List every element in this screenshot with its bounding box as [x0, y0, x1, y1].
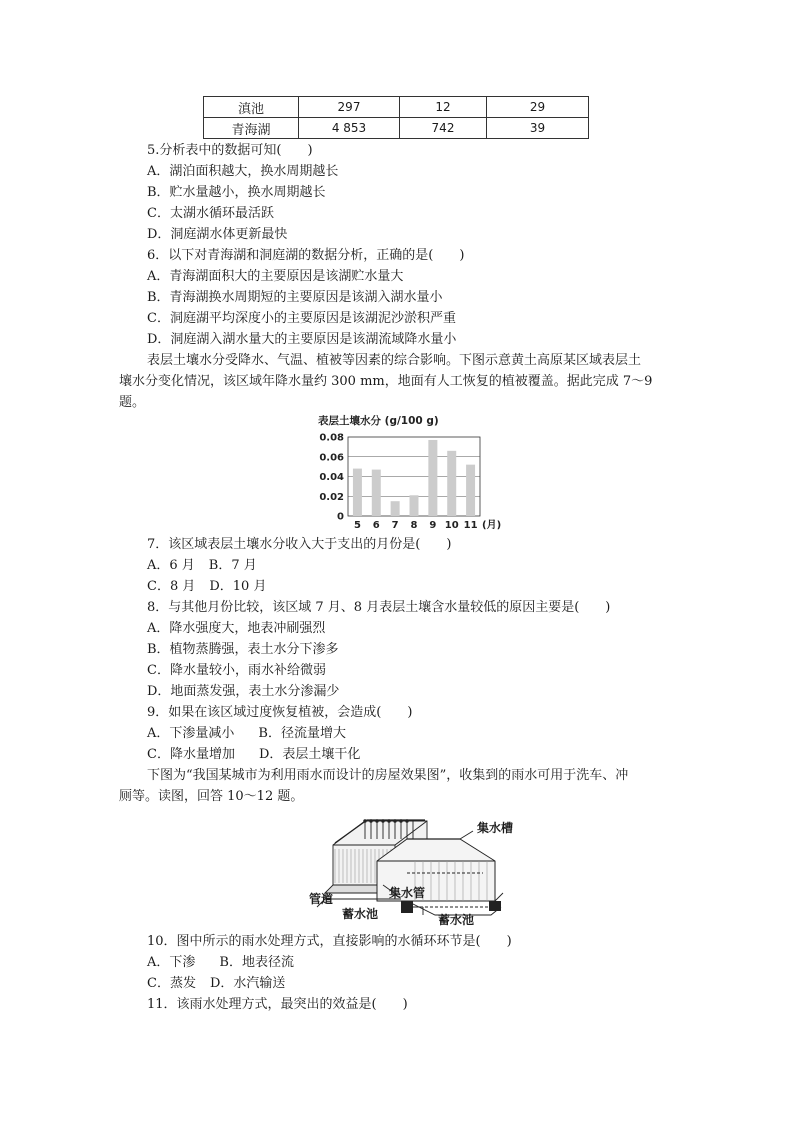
- question-7-option-c: C．8 月: [147, 579, 196, 594]
- table-row: [204, 97, 589, 118]
- question-8-option-a: A．降水强度大，地表冲刷强烈: [147, 621, 326, 636]
- question-5-option-c: C．太湖水循环最活跃: [147, 206, 274, 221]
- y-tick-label: 0.04: [319, 472, 344, 483]
- chart-bar-month-10: [447, 451, 456, 516]
- chart-title: 表层土壤水分 (g/100 g): [318, 415, 439, 427]
- question-10-option-a: A．下渗: [147, 955, 196, 970]
- label-pipe: 管道: [309, 892, 334, 906]
- question-9-options-row: [147, 724, 346, 744]
- chart-bar-month-6: [372, 470, 381, 516]
- chart-x-unit: (月): [482, 520, 502, 531]
- question-10-option-d: D．水汽输送: [209, 976, 286, 991]
- question-7-options-row: [147, 556, 257, 576]
- table-cell: 742: [400, 118, 487, 139]
- question-5-option-a: A．湖泊面积越大，换水周期越长: [147, 164, 339, 179]
- question-11-stem: 11．该雨水处理方式，最突出的效益是( ): [147, 997, 408, 1012]
- question-10-stem: 10．图中所示的雨水处理方式，直接影响的水循环环节是( ): [147, 934, 512, 949]
- soil-moisture-chart: [310, 410, 510, 532]
- x-tick-label: 6: [372, 520, 380, 531]
- question-5-option-b: B．贮水量越小，换水周期越长: [147, 185, 326, 200]
- x-tick-label: 7: [391, 520, 399, 531]
- chart-bars: [353, 440, 475, 516]
- question-9-option-a: A．下渗量减小: [147, 726, 235, 741]
- question-5-option-d: D．洞庭湖水体更新最快: [147, 227, 288, 242]
- right-house-drawing: [377, 839, 503, 915]
- y-tick-label: 0.02: [319, 491, 344, 503]
- lake-data-table: [203, 96, 589, 139]
- intro-paragraph-line: 下图为“我国某城市为利用雨水而设计的房屋效果图”，收集到的雨水可用于洗车、冲: [147, 768, 629, 783]
- table-cell: 4 853: [299, 118, 400, 139]
- question-8-stem: 8．与其他月份比较，该区域 7 月、8 月表层土壤含水量较低的原因主要是( ): [147, 600, 611, 615]
- y-tick-label: 0.08: [319, 432, 344, 444]
- chart-bar-month-9: [428, 440, 437, 516]
- question-10-option-b: B．地表径流: [219, 955, 294, 970]
- question-9-option-b: B．径流量增大: [258, 726, 346, 741]
- chart-bar-month-7: [391, 501, 400, 516]
- chart-bar-month-8: [410, 495, 419, 516]
- table-cell: 29: [487, 97, 589, 118]
- question-10-options-row: [147, 974, 285, 994]
- intro-paragraph-line: 题。: [119, 395, 146, 410]
- x-tick-label: 9: [429, 520, 437, 531]
- y-tick-label: 0: [337, 511, 344, 523]
- question-7-stem: 7．该区域表层土壤水分收入大于支出的月份是( ): [147, 537, 452, 552]
- table-cell: 39: [487, 118, 589, 139]
- label-tank-right: 蓄水池: [438, 913, 475, 927]
- question-9-options-row: [147, 745, 360, 765]
- chart-bar-month-11: [466, 465, 475, 516]
- table-cell: 青海湖: [204, 118, 299, 139]
- question-5-stem: 5.分析表中的数据可知( ): [147, 143, 313, 158]
- x-tick-label: 10: [444, 520, 459, 531]
- question-6-option-d: D．洞庭湖入湖水量大的主要原因是该湖流域降水量小: [147, 332, 457, 347]
- question-6-option-b: B．青海湖换水周期短的主要原因是该湖入湖水量小: [147, 290, 443, 305]
- question-6-option-a: A．青海湖面积大的主要原因是该湖贮水量大: [147, 269, 404, 284]
- table-row: [204, 118, 589, 139]
- question-7-option-d: D．10 月: [209, 579, 267, 594]
- question-6-option-c: C．洞庭湖平均深度小的主要原因是该湖泥沙淤积严重: [147, 311, 456, 326]
- question-8-option-b: B．植物蒸腾强，表土水分下渗多: [147, 642, 339, 657]
- label-collector-pipe: 集水管: [389, 886, 426, 900]
- x-tick-label: 11: [463, 520, 478, 531]
- table-cell: 297: [299, 97, 400, 118]
- question-7-option-a: A．6 月: [147, 558, 195, 573]
- label-tank-left: 蓄水池: [342, 907, 379, 921]
- y-tick-label: 0.06: [319, 452, 344, 464]
- chart-bar-month-5: [353, 469, 362, 516]
- question-7-option-b: B．7 月: [208, 558, 257, 573]
- x-tick-label: 5: [353, 520, 361, 531]
- question-9-option-c: C．降水量增加: [147, 747, 235, 762]
- question-10-options-row: [147, 953, 294, 973]
- question-9-stem: 9．如果在该区域过度恢复植被，会造成( ): [147, 705, 413, 720]
- question-6-stem: 6．以下对青海湖和洞庭湖的数据分析，正确的是( ): [147, 248, 465, 263]
- question-10-option-c: C．蒸发: [147, 976, 196, 991]
- table-cell: 12: [400, 97, 487, 118]
- question-7-options-row: [147, 577, 266, 597]
- label-gutter: 集水槽: [477, 821, 514, 835]
- chart-x-ticks: [354, 520, 478, 531]
- question-8-option-d: D．地面蒸发强，表土水分渗漏少: [147, 684, 340, 699]
- intro-paragraph-line: 厕等。读图，回答 10～12 题。: [119, 789, 304, 804]
- question-9-option-d: D．表层土壤干化: [258, 747, 361, 762]
- intro-paragraph-line: 表层土壤水分受降水、气温、植被等因素的综合影响。下图示意黄土高原某区域表层土: [147, 353, 642, 368]
- chart-y-ticks: [319, 433, 344, 523]
- table-cell: 滇池: [204, 97, 299, 118]
- intro-paragraph-line: 壤水分变化情况，该区域年降水量约 300 mm，地面有人工恢复的植被覆盖。据此完成 7～9: [119, 374, 653, 389]
- x-tick-label: 8: [410, 520, 418, 531]
- question-8-option-c: C．降水量较小，雨水补给微弱: [147, 663, 326, 678]
